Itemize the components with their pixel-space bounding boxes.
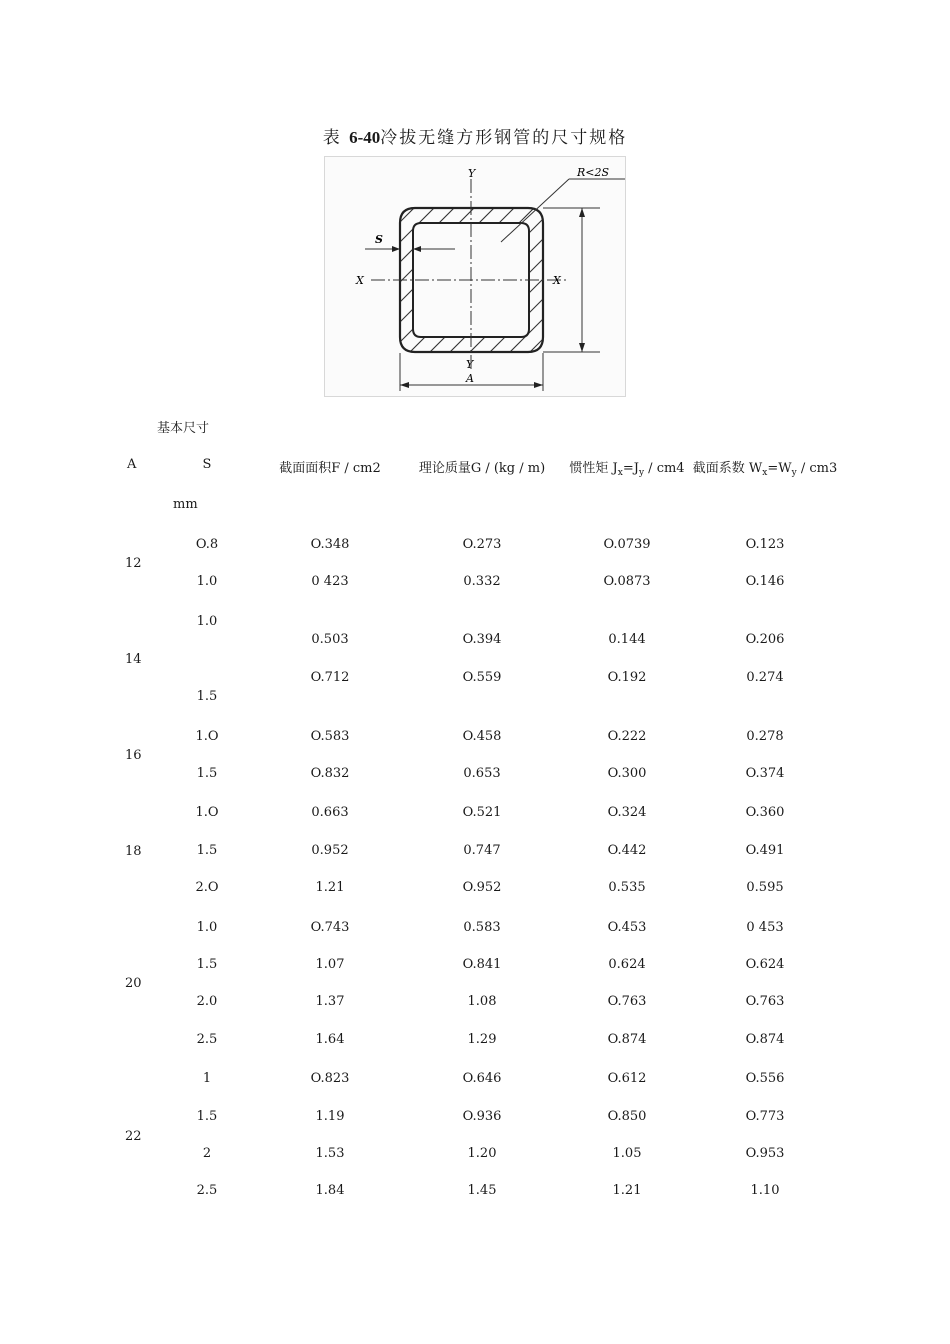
cell-s: 2	[202, 1146, 212, 1161]
title-number: 6-40	[349, 128, 381, 147]
header-inertia: 惯性矩 $J_x=J_y / cm4$	[569, 461, 685, 478]
cell-s: 2.0	[196, 994, 218, 1009]
cell-s: 1.O	[195, 805, 219, 820]
cell-modulus: 0.274	[746, 670, 784, 685]
cell-mass: O.841	[462, 957, 502, 972]
cell-s: 1.0	[196, 920, 218, 935]
cell-inertia: O.324	[607, 805, 647, 820]
cell-modulus: O.206	[745, 632, 785, 647]
cell-mass: 0.653	[463, 766, 501, 781]
cell-modulus: O.360	[745, 805, 785, 820]
cell-modulus: 0 453	[746, 920, 784, 935]
cell-modulus: 0.278	[746, 729, 784, 744]
header-area: 截面面积F / cm2	[279, 461, 381, 476]
cell-mass: 1.20	[467, 1146, 497, 1161]
cell-inertia: O.0873	[603, 574, 651, 589]
cell-modulus: O.773	[745, 1109, 785, 1124]
cell-a: 20	[125, 976, 142, 991]
cell-s: 1.5	[196, 843, 218, 858]
label-radius: R<2S	[577, 166, 610, 179]
cell-mass: O.521	[462, 805, 502, 820]
cell-mass: O.273	[462, 537, 502, 552]
cell-area: 0.952	[311, 843, 349, 858]
cell-inertia: O.453	[607, 920, 647, 935]
cell-s: 1.5	[196, 1109, 218, 1124]
header-mass: 理论质量G / (kg / m)	[418, 461, 546, 476]
cell-mass: O.936	[462, 1109, 502, 1124]
table-title	[0, 123, 950, 148]
cell-area: 1.53	[315, 1146, 345, 1161]
cell-inertia: O.874	[607, 1032, 647, 1047]
cell-modulus: O.953	[745, 1146, 785, 1161]
cell-modulus: 1.10	[750, 1183, 780, 1198]
cell-area: 0.663	[311, 805, 349, 820]
cell-mass: O.646	[462, 1071, 502, 1086]
cell-s: 2.O	[195, 880, 219, 895]
cell-s: 1	[202, 1071, 212, 1086]
cell-mass: 1.29	[467, 1032, 497, 1047]
cell-area: O.832	[310, 766, 350, 781]
cell-inertia: 0.144	[608, 632, 646, 647]
header-a: A	[127, 457, 137, 472]
cell-inertia: O.192	[607, 670, 647, 685]
cell-area: 0.503	[311, 632, 349, 647]
cell-area: O.348	[310, 537, 350, 552]
cell-modulus: O.491	[745, 843, 785, 858]
cell-a: 22	[125, 1129, 142, 1144]
cell-a: 18	[125, 844, 142, 859]
cross-section-figure	[324, 156, 626, 397]
cell-inertia: 0.624	[608, 957, 646, 972]
cell-area: 1.07	[315, 957, 345, 972]
header-s: S	[202, 457, 212, 472]
cell-mass: 0.583	[463, 920, 501, 935]
cell-s: 1.O	[195, 729, 219, 744]
cell-s: 2.5	[196, 1032, 218, 1047]
header-unit: mm	[173, 497, 198, 512]
cell-mass: 0.332	[463, 574, 501, 589]
cell-modulus: O.763	[745, 994, 785, 1009]
cell-s: 1.0	[196, 574, 218, 589]
cell-area: 1.64	[315, 1032, 345, 1047]
cell-s: 1.5	[196, 766, 218, 781]
cell-area: O.583	[310, 729, 350, 744]
cell-mass: 0.747	[463, 843, 501, 858]
cell-inertia: 1.05	[612, 1146, 642, 1161]
cell-area: O.823	[310, 1071, 350, 1086]
cell-modulus: 0.595	[746, 880, 784, 895]
label-s: S	[375, 233, 383, 246]
cell-modulus: O.123	[745, 537, 785, 552]
cell-mass: O.458	[462, 729, 502, 744]
cell-area: 1.37	[315, 994, 345, 1009]
label-x-right: X	[553, 274, 561, 287]
cell-s: 2.5	[196, 1183, 218, 1198]
cell-area: O.743	[310, 920, 350, 935]
cell-inertia: 0.535	[608, 880, 646, 895]
cell-mass: O.394	[462, 632, 502, 647]
cell-mass: O.559	[462, 670, 502, 685]
label-y-top: Y	[468, 167, 476, 180]
cell-inertia: 1.21	[612, 1183, 642, 1198]
cell-modulus: O.624	[745, 957, 785, 972]
title-text: 冷拔无缝方形钢管的尺寸规格	[380, 128, 628, 148]
cell-s: 1.5	[196, 957, 218, 972]
cell-mass: 1.08	[467, 994, 497, 1009]
cell-inertia: O.300	[607, 766, 647, 781]
group-header-basic-dims: 基本尺寸	[157, 421, 210, 436]
cell-modulus: O.374	[745, 766, 785, 781]
cell-inertia: O.763	[607, 994, 647, 1009]
cell-modulus: O.874	[745, 1032, 785, 1047]
cell-inertia: O.0739	[603, 537, 651, 552]
cell-inertia: O.442	[607, 843, 647, 858]
cell-area: 1.84	[315, 1183, 345, 1198]
cell-area: 0 423	[311, 574, 349, 589]
cell-modulus: O.146	[745, 574, 785, 589]
square-tube-diagram	[325, 157, 627, 398]
cell-inertia: O.222	[607, 729, 647, 744]
label-y-bottom: Y	[466, 358, 474, 371]
header-modulus: 截面系数 $W_x=W_y / cm3$	[692, 461, 838, 478]
cell-area: O.712	[310, 670, 350, 685]
cell-mass: O.952	[462, 880, 502, 895]
label-x-left: X	[356, 274, 364, 287]
cell-s: 1.0	[196, 614, 218, 629]
cell-inertia: O.850	[607, 1109, 647, 1124]
cell-modulus: O.556	[745, 1071, 785, 1086]
title-prefix: 表	[322, 128, 342, 148]
cell-a: 12	[125, 556, 142, 571]
cell-inertia: O.612	[607, 1071, 647, 1086]
cell-area: 1.21	[315, 880, 345, 895]
label-a: A	[466, 372, 474, 385]
cell-s: O.8	[195, 537, 219, 552]
cell-a: 14	[125, 652, 142, 667]
cell-area: 1.19	[315, 1109, 345, 1124]
cell-a: 16	[125, 748, 142, 763]
cell-s: 1.5	[196, 689, 218, 704]
cell-mass: 1.45	[467, 1183, 497, 1198]
